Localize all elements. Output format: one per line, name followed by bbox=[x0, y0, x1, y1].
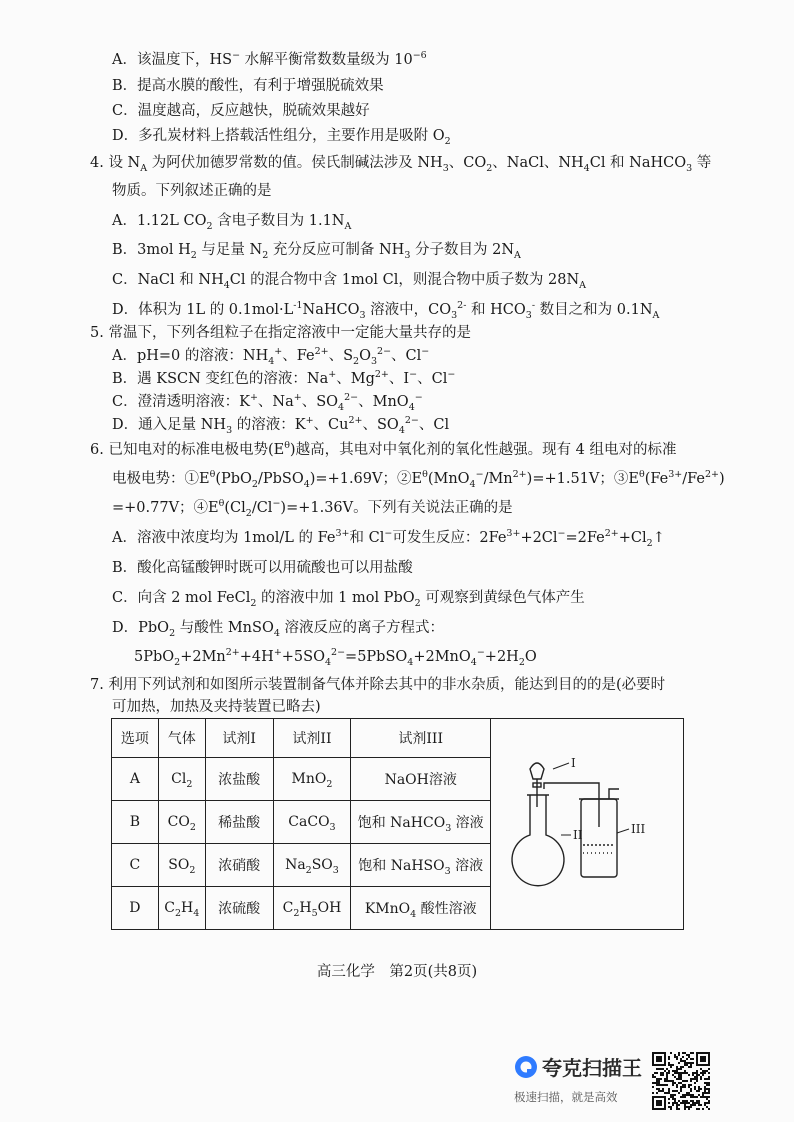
header-reagent-1: 试剂I bbox=[205, 719, 273, 758]
quark-logo-icon bbox=[514, 1055, 538, 1079]
q3-option-b: B．提高水膜的酸性，有利于增强脱硫效果 bbox=[112, 78, 384, 94]
row-c-option: C bbox=[112, 844, 159, 887]
qr-code-icon bbox=[652, 1052, 710, 1110]
q5-stem: 5. 常温下，下列各组粒子在指定溶液中一定能大量共存的是 bbox=[90, 325, 471, 341]
q7-options-table bbox=[111, 718, 684, 930]
row-c-gas: $SO_2$ bbox=[158, 844, 205, 887]
row-b-reagent-2: CaCO$_3$ bbox=[273, 801, 351, 844]
label-leader-iii bbox=[617, 829, 629, 833]
q4-stem-line1: 4. 设 $N_A$ 为阿伏加德罗常数的值。侯氏制碱法涉及 $NH_3$、$CO_2$、NaCl、$NH_4Cl$ 和 NaHCO$_3$ 等 bbox=[90, 155, 712, 174]
row-a-reagent-3: NaOH溶液 bbox=[351, 758, 491, 801]
apparatus-diagram-cell bbox=[491, 719, 684, 930]
row-a-reagent-1: 浓盐酸 bbox=[205, 758, 273, 801]
apparatus-drawing bbox=[512, 763, 629, 886]
row-a-option: A bbox=[112, 758, 159, 801]
row-d-reagent-1: 浓硫酸 bbox=[205, 887, 273, 930]
q6-stem-line3: =+0.77V；$④E^\theta(Cl_2/Cl^-)=+1.36V$。下列有关说法正确的是 bbox=[112, 498, 513, 519]
q3-option-a: A．该温度下，HS− 水解平衡常数数量级为 $10^{-6}$ bbox=[112, 50, 427, 68]
header-option: 选项 bbox=[112, 719, 159, 758]
separatory-funnel bbox=[530, 763, 544, 779]
row-d-reagent-3: KMnO$_4$ 酸性溶液 bbox=[351, 887, 491, 930]
q6-option-c: C．向含 2 mol FeCl$_2$ 的溶液中加 1 mol PbO$_2$ 可观察到黄绿色气体产生 bbox=[112, 590, 585, 609]
q6-stem-line2: 电极电势：$①E^\theta(PbO_2/PbSO_4)=+1.69V$；$②E^\theta(MnO_4^-/Mn^{2+})=+1.51V$；$③E^\theta(Fe^{3+}/Fe^{2+})$ bbox=[112, 469, 725, 490]
watermark-name: 夸克扫描王 bbox=[542, 1056, 642, 1080]
row-c-reagent-2: $Na_2SO_3$ bbox=[273, 844, 351, 887]
label-i: I bbox=[571, 756, 576, 770]
page-footer: 高三化学 第2页(共8页) bbox=[316, 964, 478, 980]
apparatus-diagram bbox=[497, 727, 677, 917]
round-bottom-flask bbox=[512, 795, 564, 886]
q7-stem-line2: 可加热，加热及夹持装置已略去) bbox=[112, 699, 321, 715]
q4-stem-line2: 物质。下列叙述正确的是 bbox=[112, 183, 272, 199]
q5-option-a: A．pH=0 的溶液：$NH_4^+$、$Fe^{2+}$、$S_2O_3^{2-}$、Cl− bbox=[112, 346, 430, 367]
q6-option-d-equation: $5PbO_2+2Mn^{2+}+4H^++5SO_4^{2-}=5PbSO_4+2MnO_4^-+2H_2O$ bbox=[134, 647, 537, 668]
row-d-gas: $C_2H_4$ bbox=[158, 887, 205, 930]
label-ii: II bbox=[573, 828, 583, 842]
q4-option-d: D．体积为 1L 的 $0.1mol\cdot L^{-1}NaHCO_3$ 溶液中，$CO_3^{2-}$ 和 $HCO_3^-$ 数目之和为 $0.1N_A$ bbox=[112, 300, 660, 321]
header-reagent-3: 试剂III bbox=[351, 719, 491, 758]
row-d-reagent-2: $C_2H_5OH$ bbox=[273, 887, 351, 930]
q5-option-c: C．澄清透明溶液：K+、Na+、$SO_4^{2-}$、MnO$_4$− bbox=[112, 392, 423, 413]
delivery-tube bbox=[544, 783, 599, 827]
q3-option-c: C．温度越高，反应越快，脱硫效果越好 bbox=[112, 103, 370, 119]
label-leader-i bbox=[553, 763, 569, 769]
table-header-row bbox=[112, 719, 684, 758]
q4-option-c: C．NaCl 和 $NH_4Cl$ 的混合物中含 1mol Cl，则混合物中质子数为 $28N_A$ bbox=[112, 272, 587, 291]
header-gas: 气体 bbox=[158, 719, 205, 758]
row-c-reagent-1: 浓硝酸 bbox=[205, 844, 273, 887]
q6-stem-line1: 6. 已知电对的标准电极电势$(E^\theta)$越高，其电对中氧化剂的氧化性越强。现有 4 组电对的标准 bbox=[90, 440, 677, 458]
q5-option-b: B．遇 KSCN 变红色的溶液：Na+、$Mg^{2+}$、I−、Cl− bbox=[112, 369, 456, 387]
outlet-tube bbox=[609, 789, 619, 799]
row-b-gas: $CO_2$ bbox=[158, 801, 205, 844]
row-b-option: B bbox=[112, 801, 159, 844]
row-a-gas: $Cl_2$ bbox=[158, 758, 205, 801]
q6-option-b: B．酸化高锰酸钾时既可以用硫酸也可以用盐酸 bbox=[112, 560, 413, 576]
q7-stem-line1: 7. 利用下列试剂和如图所示装置制备气体并除去其中的非水杂质，能达到目的的是(必要时 bbox=[90, 677, 666, 693]
row-c-reagent-3: 饱和 NaHSO$_3$ 溶液 bbox=[351, 844, 491, 887]
row-d-option: D bbox=[112, 887, 159, 930]
q3-option-d: D．多孔炭材料上搭载活性组分，主要作用是吸附 $O_2$ bbox=[112, 128, 451, 147]
row-b-reagent-1: 稀盐酸 bbox=[205, 801, 273, 844]
q6-option-d: D．PbO$_2$ 与酸性 MnSO$_4$ 溶液反应的离子方程式： bbox=[112, 620, 444, 639]
q4-option-b: B．3mol $H_2$ 与足量 $N_2$ 充分反应可制备 $NH_3$ 分子数目为 $2N_A$ bbox=[112, 242, 521, 261]
q5-option-d: D．通入足量 $NH_3$ 的溶液：K+、$Cu^{2+}$、$SO_4^{2-}$、Cl bbox=[112, 415, 450, 436]
q4-option-a: A．1.12L $CO_2$ 含电子数目为 $1.1N_A$ bbox=[112, 213, 352, 232]
row-a-reagent-2: MnO$_2$ bbox=[273, 758, 351, 801]
watermark-slogan: 极速扫描，就是高效 bbox=[514, 1090, 618, 1104]
q6-option-a: A．溶液中浓度均为 1mol/L 的 $Fe^{3+}$和 Cl−可发生反应：$2Fe^{3+}+2Cl^-=2Fe^{2+}+Cl_2↑$ bbox=[112, 528, 665, 549]
row-b-reagent-3: 饱和 NaHCO$_3$ 溶液 bbox=[351, 801, 491, 844]
header-reagent-2: 试剂II bbox=[273, 719, 351, 758]
label-iii: III bbox=[631, 822, 646, 836]
